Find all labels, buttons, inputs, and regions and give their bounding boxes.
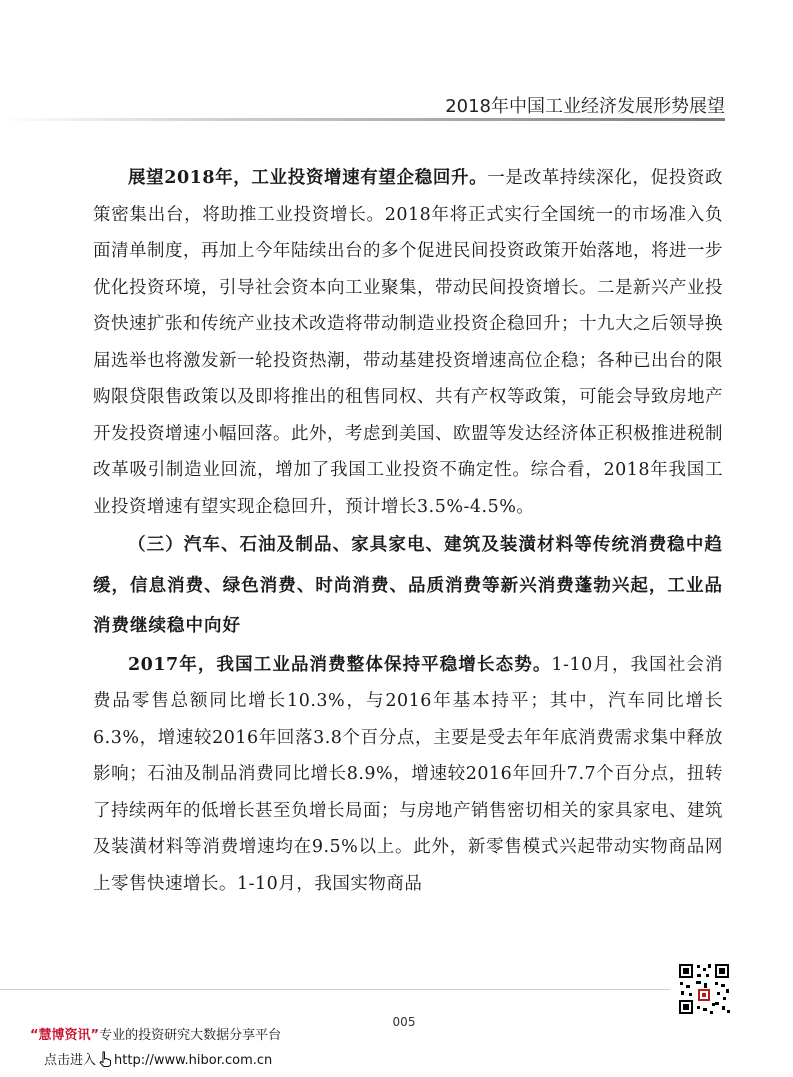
brand-name: “慧博资讯” — [30, 1028, 100, 1043]
paragraph-text: 一是改革持续深化，促投资政策密集出台，将助推工业投资增长。2018年将正式实行全国统一的市场准入负面清单制度，再加上今年陆续出台的多个促进民间投资政策开始落地，将进一步优化投资环境，引导社会资本向工业聚集，带动民间投资增长。二是新兴产业投资快速扩张和传统产业技术改造将带动制造业投资企稳回升；十九大之后领导换届选举也将激发新一轮投资热潮，带动基建投资增速高位企稳；各种已出台的限购限贷限售政策以及即将推出的租售同权、共有产权等政策，可能会导致房地产开发投资增速小幅回落。此外，考虑到美国、欧盟等发达经济体正积极推进税制改革吸引制造业回流，增加了我国工业投资不确定性。综合看，2018年我国工业投资增速有望实现企稳回升，预计增长3.5%-4.5%。 — [93, 168, 723, 517]
paragraph-text: 1-10月，我国社会消费品零售总额同比增长10.3%，与2016年基本持平；其中，汽车同比增长6.3%，增速较2016年回落3.8个百分点，主要是受去年年底消费需求集中释放影响；石油及制品消费同比增长8.9%，增速较2016年回升7.7个百分点，扭转了持续两年的低增长甚至负增长局面；与房地产销售密切相关的家具家电、建筑及装潢材料等消费增速均在9.5%以上。此外，新零售模式兴起带动实物商品网上零售快速增长。1-10月，我国实物商品 — [93, 654, 723, 894]
footer-link-line[interactable] — [44, 1049, 272, 1068]
qr-code-icon — [677, 962, 731, 1016]
section-subheading: （三）汽车、石油及制品、家具家电、建筑及装潢材料等传统消费稳中趋缓，信息消费、绿色消费、时尚消费、品质消费等新兴消费蓬勃兴起，工业品消费继续稳中向好 — [93, 535, 723, 636]
pointing-hand-icon — [98, 1051, 112, 1067]
paragraph-investment-outlook — [93, 160, 723, 525]
paragraph-lead: 展望2018年，工业投资增速有望企稳回升。 — [128, 168, 488, 188]
running-header-title: 2018年中国工业经济发展形势展望 — [445, 96, 725, 117]
site-url-link[interactable]: http://www.hibor.com.cn — [114, 1053, 273, 1068]
page-body — [93, 160, 723, 902]
paragraph-consumption — [93, 647, 723, 903]
page-number: 005 — [392, 1015, 416, 1029]
paragraph-lead: 2017年，我国工业品消费整体保持平稳增长态势。 — [128, 654, 552, 675]
footer-brand-line — [30, 1024, 281, 1043]
header-rule — [0, 118, 725, 121]
brand-tagline: 专业的投资研究大数据分享平台 — [99, 1028, 282, 1043]
footer-rule — [0, 989, 670, 990]
link-prefix: 点击进入 — [44, 1053, 97, 1068]
